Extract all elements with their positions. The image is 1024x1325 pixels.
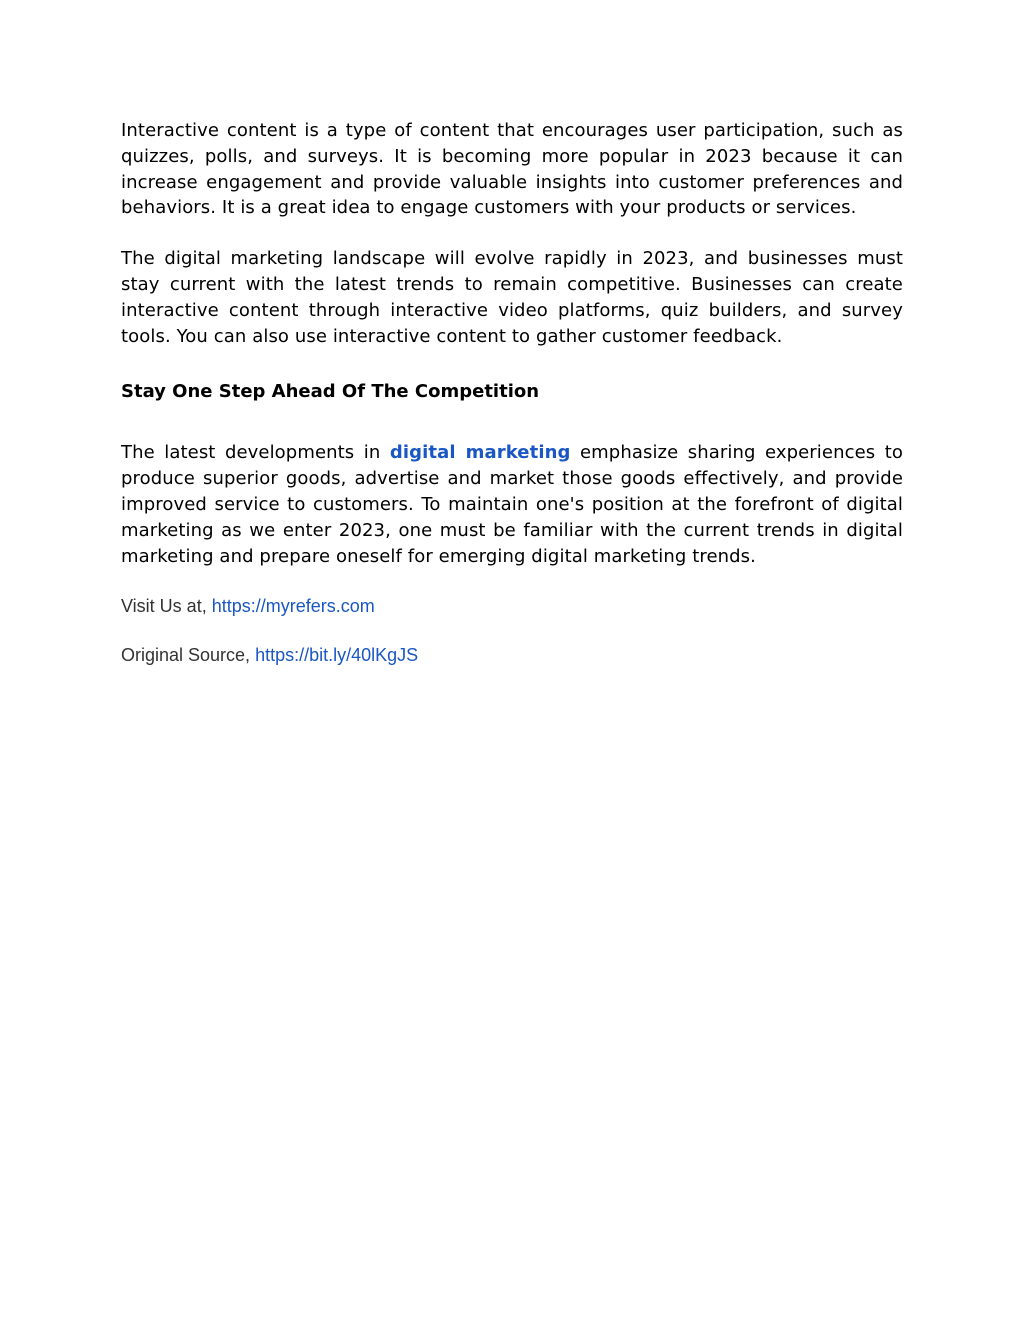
source-line <box>121 644 903 666</box>
visit-label: Visit Us at, <box>121 596 212 617</box>
visit-line <box>121 595 903 617</box>
source-label: Original Source, <box>121 645 256 666</box>
document-page <box>121 118 903 666</box>
source-link[interactable]: https://bit.ly/40lKgJS <box>255 645 419 666</box>
paragraph-text-before-link: The latest developments in <box>121 442 390 464</box>
paragraph-landscape: The digital marketing landscape will evolve rapidly in 2023, and businesses must stay current with the latest trends to remain competitive. Businesses can create interactive content through interactive video platforms, quiz builders, and survey tools. You can also use interactive content to gather customer feedback. <box>121 248 903 347</box>
visit-link[interactable]: https://myrefers.com <box>211 596 375 617</box>
paragraph-text-after-link: emphasize sharing experiences to produce superior goods, advertise and market those goods effectively, and provide improved service to customers. To maintain one's position at the forefront of digital marketing as we enter 2023, one must be familiar with the current trends in digital marketing and prepare oneself for emerging digital marketing trends. <box>121 442 903 567</box>
paragraph-latest-developments <box>121 440 903 569</box>
digital-marketing-link[interactable]: digital marketing <box>389 442 571 464</box>
paragraph-interactive-content: Interactive content is a type of content that encourages user participation, such as quizzes, polls, and surveys. It is becoming more popular in 2023 because it can increase engagement and provide valuable insights into customer preferences and behaviors. It is a great idea to engage customers with your products or services. <box>121 120 903 219</box>
section-heading: Stay One Step Ahead Of The Competition <box>121 381 540 403</box>
